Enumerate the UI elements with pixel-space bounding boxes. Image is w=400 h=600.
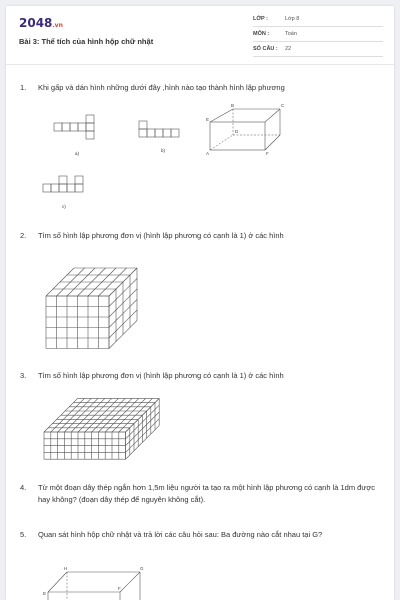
question-text: Tìm số hình lập phương đơn vị (hình lập phương có cạnh là 1) ở các hình — [38, 231, 284, 240]
box-abcdef-figure — [206, 104, 286, 159]
logo-text: 2048 — [19, 16, 53, 30]
box1-vertex-a: A — [206, 151, 210, 156]
count-row — [253, 44, 383, 57]
box1-vertex-f: F — [266, 151, 269, 156]
figure-label-b: b) — [161, 148, 166, 153]
box1-vertex-c: C — [281, 103, 285, 108]
question-number: 5. — [20, 530, 27, 539]
class-label: LỚP : — [253, 16, 268, 22]
box1-vertex-e: E — [206, 117, 210, 122]
question-text: Tìm số hình lập phương đơn vị (hình lập phương có cạnh là 1) ở các hình — [38, 371, 284, 380]
site-logo[interactable] — [19, 16, 63, 30]
question-text: Quan sát hình hộp chữ nhật và trả lời các câu hỏi sau: Ba đường nào cắt nhau tại G? — [38, 530, 323, 539]
box-hgef-figure — [40, 566, 160, 600]
cube-net-c-figure — [43, 176, 93, 206]
count-value: 22 — [285, 46, 292, 52]
subject-label: MÔN : — [253, 31, 270, 37]
box1-vertex-d: D — [235, 129, 239, 134]
class-value: Lớp 8 — [285, 16, 300, 22]
worksheet-page — [6, 6, 394, 600]
question-number: 4. — [20, 483, 27, 492]
count-label: SỐ CÂU : — [253, 46, 278, 52]
question-text: Từ một đoạn dây thép ngắn hơn 1,5m liệu người ta tạo ra một hình lập phương có cạnh là 1dm được hay không? (đoạn dây thép để nguyên không cắt). — [38, 483, 376, 504]
cube-net-b-figure — [139, 121, 189, 151]
worksheet-header — [6, 6, 394, 65]
subject-row — [253, 29, 383, 42]
cube-stack-figure-q2 — [44, 254, 154, 354]
question-number: 2. — [20, 231, 27, 240]
box2-vertex-g: G — [140, 566, 144, 571]
box2-vertex-f: F — [118, 586, 121, 591]
box1-vertex-b: B — [231, 103, 235, 108]
box2-vertex-e: E — [43, 591, 47, 596]
subject-value: Toán — [285, 31, 297, 37]
class-row — [253, 14, 383, 27]
lesson-title: Bài 3: Thể tích của hình hộp chữ nhật — [19, 37, 154, 46]
cube-stack-figure-q3 — [42, 392, 152, 462]
figure-label-a: a) — [75, 151, 80, 156]
question-number: 3. — [20, 371, 27, 380]
question-number: 1. — [20, 83, 27, 92]
question-text: Khi gấp và dán hình những dưới đây ,hình nào tạo thành hình lập phương — [38, 83, 285, 92]
cube-net-a-figure — [54, 115, 104, 155]
box2-vertex-h: H — [64, 566, 68, 571]
logo-suffix: .vn — [52, 22, 63, 29]
figure-label-c: c) — [62, 204, 66, 209]
